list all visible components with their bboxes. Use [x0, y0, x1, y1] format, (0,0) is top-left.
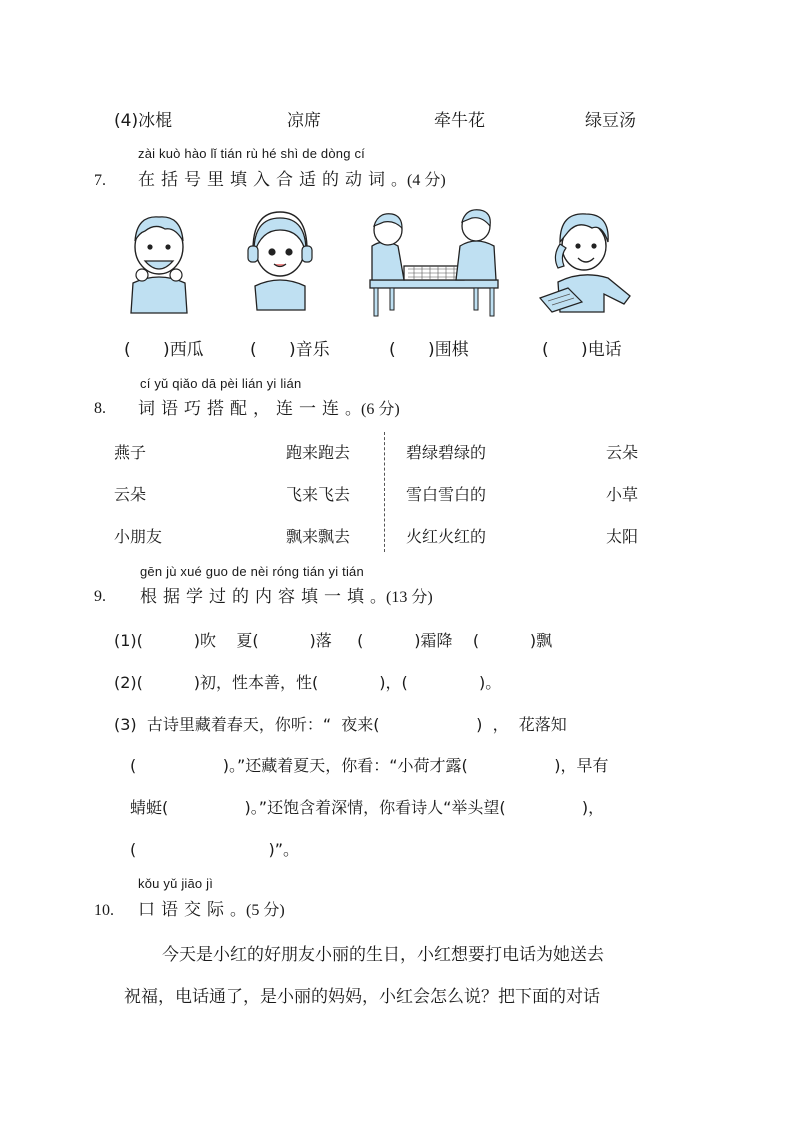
q8-right-word-2: 雪白雪白的	[406, 485, 487, 504]
q7-blank-phone: ( )电话	[542, 340, 622, 360]
q9-heading	[140, 582, 433, 607]
q8-left-match-1: 跑来跑去	[286, 443, 351, 462]
q6-row4-label: (4)冰棍	[114, 111, 173, 131]
q7-heading	[138, 165, 446, 190]
q7-pinyin: zài kuò hào lǐ tián rù hé shì de dòng cí	[138, 146, 365, 161]
q9-line-3c: 蜻蜓( )。”还饱含着深情，你看诗人“举头望( )，	[130, 798, 605, 817]
q10-number: 10.	[94, 902, 114, 919]
q9-line-3a: (3) 古诗里藏着春天，你听：“ 夜来( ) ， 花落知	[114, 715, 567, 734]
q8-left-word-1: 燕子	[114, 443, 147, 462]
q8-number: 8.	[94, 400, 106, 417]
q6-row4-word-4: 绿豆汤	[585, 111, 636, 131]
q9-line-1: (1)( )吹 夏( )落 ( )霜降 ( )飘	[114, 631, 553, 650]
q9-line-2: (2)( )初，性本善，性( )，( )。	[114, 673, 502, 692]
q8-title: 词语巧搭配，连一连	[138, 399, 345, 419]
q8-heading	[138, 394, 400, 419]
q9-line-3d: ( )”。	[130, 840, 300, 859]
q8-left-match-3: 飘来飘去	[286, 527, 351, 546]
q10-heading	[138, 895, 285, 920]
q8-column-divider	[384, 432, 385, 552]
q8-pinyin: cí yǔ qiǎo dā pèi lián yi lián	[140, 376, 302, 391]
q9-line-3b: ( )。”还藏着夏天，你看：“小荷才露( )，早有	[130, 756, 609, 775]
boys-playing-go-illustration	[364, 206, 504, 318]
q10-points: 。(5 分)	[230, 902, 285, 919]
q8-left-match-2: 飞来飞去	[286, 485, 351, 504]
q6-row4-word-2: 凉席	[287, 111, 321, 131]
q6-row4-word-3: 牵牛花	[434, 111, 485, 131]
q7-blank-go: ( )围棋	[389, 340, 469, 360]
boy-phone-call-illustration	[538, 206, 638, 314]
q10-pinyin: kǒu yǔ jiāo jì	[138, 876, 214, 891]
q8-right-match-1: 云朵	[606, 443, 639, 462]
boy-eating-watermelon-illustration	[125, 205, 193, 315]
q8-right-word-3: 火红火红的	[406, 527, 487, 546]
q8-left-word-3: 小朋友	[114, 527, 163, 546]
q7-points: 。(4 分)	[391, 172, 446, 189]
q10-paragraph-line-2: 祝福，电话通了，是小丽的妈妈，小红会怎么说？把下面的对话	[124, 987, 600, 1007]
q7-number: 7.	[94, 172, 106, 189]
q10-paragraph-line-1: 今天是小红的好朋友小丽的生日，小红想要打电话为她送去	[162, 945, 604, 965]
q9-title: 根据学过的内容填一填	[140, 587, 370, 607]
q8-right-match-3: 太阳	[606, 527, 639, 546]
q8-right-match-2: 小草	[606, 485, 639, 504]
q10-title: 口语交际	[138, 900, 230, 920]
q7-title: 在括号里填入合适的动词	[138, 170, 391, 190]
girl-listening-music-illustration	[245, 206, 315, 312]
q8-points: 。(6 分)	[345, 401, 400, 418]
q7-blank-music: ( )音乐	[250, 340, 330, 360]
q7-blank-watermelon: ( )西瓜	[124, 340, 204, 360]
q8-left-word-2: 云朵	[114, 485, 147, 504]
q9-pinyin: gēn jù xué guo de nèi róng tián yi tián	[140, 564, 364, 579]
q8-right-word-1: 碧绿碧绿的	[406, 443, 487, 462]
q9-number: 9.	[94, 588, 106, 605]
q9-points: 。(13 分)	[370, 589, 433, 606]
